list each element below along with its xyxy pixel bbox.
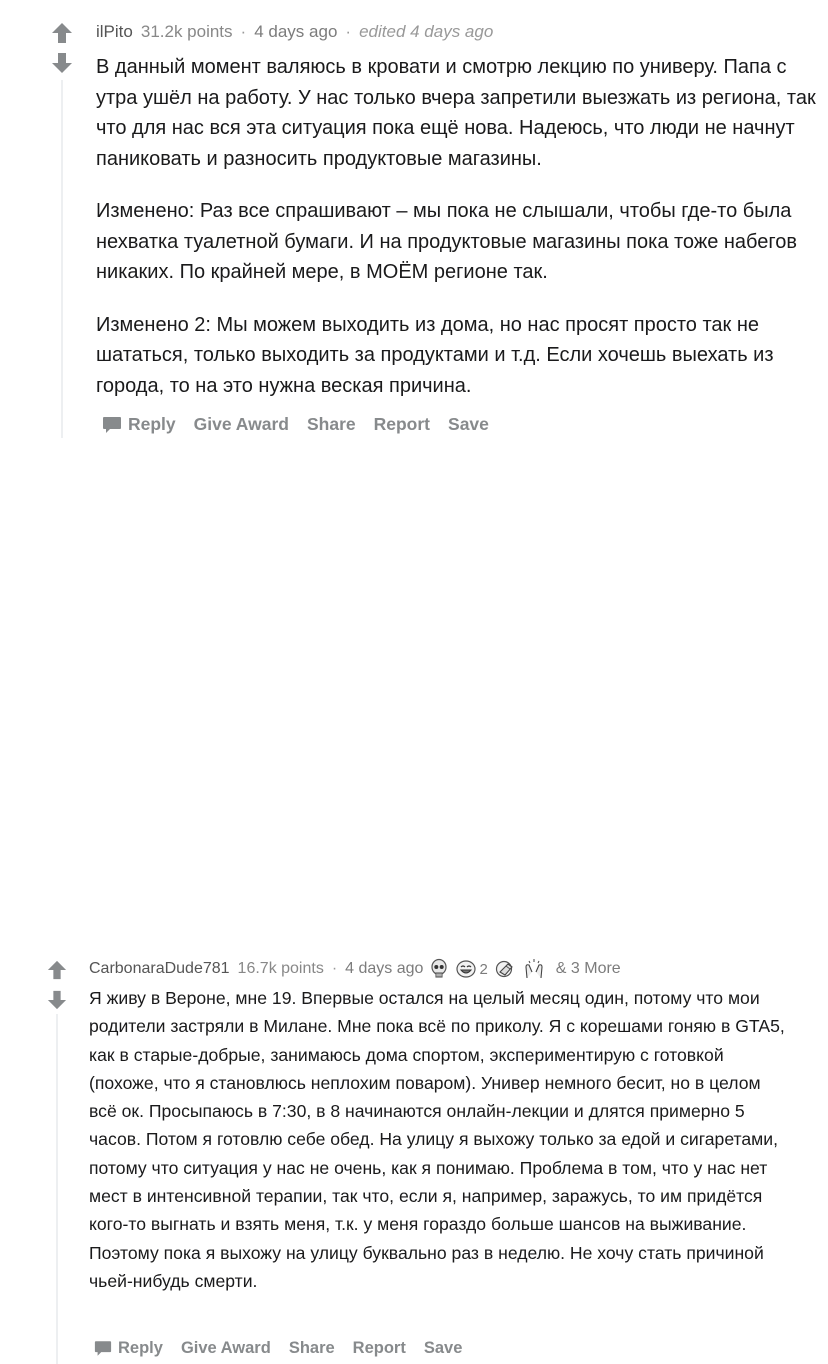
laughing-face-award-icon (455, 959, 477, 979)
downvote-arrow-icon (47, 990, 67, 1010)
clapping-hands-award[interactable] (522, 958, 546, 980)
report-button[interactable]: Report (352, 1339, 406, 1357)
share-button[interactable]: Share (306, 414, 356, 434)
comment-actions (94, 1339, 480, 1358)
reply-button[interactable] (94, 1339, 163, 1358)
comment-paragraph: Я живу в Вероне, мне 19. Впервые остался на целый месяц один, потому что мои родители застряли в Милане. Мне пока всё по приколу. Я с корешами гоняю в GTA5, как в старые-добрые, занимаюсь дома спортом, экспериментирую с готовкой (похоже, что я становлюсь неплохим поваром). Универ немного бесит, но в целом всё ок. Просыпаюсь в 7:30, в 8 начинаются онлайн-лекции и длятся примерно 5 часов. Потом я готовлю себе обед. На улицу я выхожу только за едой и сигаретами, потому что ситуация у нас не очень, как я понимаю. Проблема в том, что у нас нет мест в интенсивной терапии, так что, если я, например, заражусь, то им придётся кого-то выгнать и взять меня, т.к. у меня гораздо больше шансов на выживание. Поэтому пока я выхожу на улицу буквально раз в неделю. Не хочу стать причиной чьей-нибудь смерти. (89, 988, 785, 1291)
skull-award-icon (429, 958, 449, 980)
author-link[interactable]: ilPito (96, 22, 133, 41)
comment-paragraph: В данный момент валяюсь в кровати и смотрю лекцию по универу. Папа с утра ушёл на работу. У нас только вчера запретили выезжать из региона, так что для нас вся эта ситуация пока ещё нова. Надеюсь, что люди не начнут паниковать и разносить продуктовые магазины. (96, 56, 816, 170)
separator: · (331, 960, 338, 977)
comment-meta (89, 958, 621, 980)
comment (0, 0, 828, 440)
save-button[interactable]: Save (448, 414, 489, 434)
thread-line[interactable] (61, 80, 63, 438)
laughing-face-award[interactable] (455, 959, 487, 979)
save-button[interactable]: Save (423, 1339, 463, 1357)
separator: · (240, 22, 247, 41)
speech-bubble-icon (94, 1340, 112, 1357)
timestamp[interactable]: 4 days ago (345, 960, 424, 977)
report-button[interactable]: Report (373, 414, 431, 434)
thread-line[interactable] (56, 1014, 58, 1364)
more-awards-link[interactable]: & 3 More (555, 960, 621, 977)
comment-actions (102, 414, 507, 435)
share-button[interactable]: Share (288, 1339, 335, 1357)
comment-meta (96, 22, 493, 42)
comment-body (96, 52, 821, 401)
comment-body (89, 984, 789, 1295)
upvote-button[interactable] (42, 22, 82, 46)
face-palm-award[interactable] (494, 958, 516, 980)
points: 31.2k points (140, 22, 233, 41)
timestamp[interactable]: 4 days ago (254, 22, 338, 41)
author-link[interactable]: CarbonaraDude781 (89, 960, 230, 977)
downvote-button[interactable] (37, 990, 77, 1014)
speech-bubble-icon (102, 416, 122, 434)
upvote-button[interactable] (37, 960, 77, 984)
reply-button[interactable] (102, 414, 176, 435)
award-count: 2 (479, 960, 488, 978)
reply-label: Reply (128, 414, 176, 434)
face-palm-award-icon (494, 958, 516, 980)
separator: · (345, 22, 352, 41)
comment-paragraph: Изменено 2: Мы можем выходить из дома, но нас просят просто так не шататься, только выходить за продуктами и т.д. Если хочешь выехать из города, то на это нужна веская причина. (96, 313, 774, 397)
give-award-button[interactable]: Give Award (180, 1339, 271, 1357)
give-award-button[interactable]: Give Award (193, 414, 289, 434)
reply-label: Reply (118, 1339, 163, 1357)
skull-award[interactable] (429, 958, 449, 980)
edited-label: edited 4 days ago (359, 22, 494, 41)
upvote-arrow-icon (51, 22, 73, 44)
comment (0, 474, 828, 1357)
downvote-arrow-icon (51, 52, 73, 74)
clapping-hands-award-icon (522, 958, 546, 980)
upvote-arrow-icon (47, 960, 67, 980)
comment-paragraph: Изменено: Раз все спрашивают – мы пока не слышали, чтобы где-то была нехватка туалетной бумаги. И на продуктовые магазины пока тоже набегов никаких. По крайней мере, в МОЁМ регионе так. (96, 200, 798, 283)
points: 16.7k points (237, 960, 324, 977)
downvote-button[interactable] (42, 52, 82, 76)
